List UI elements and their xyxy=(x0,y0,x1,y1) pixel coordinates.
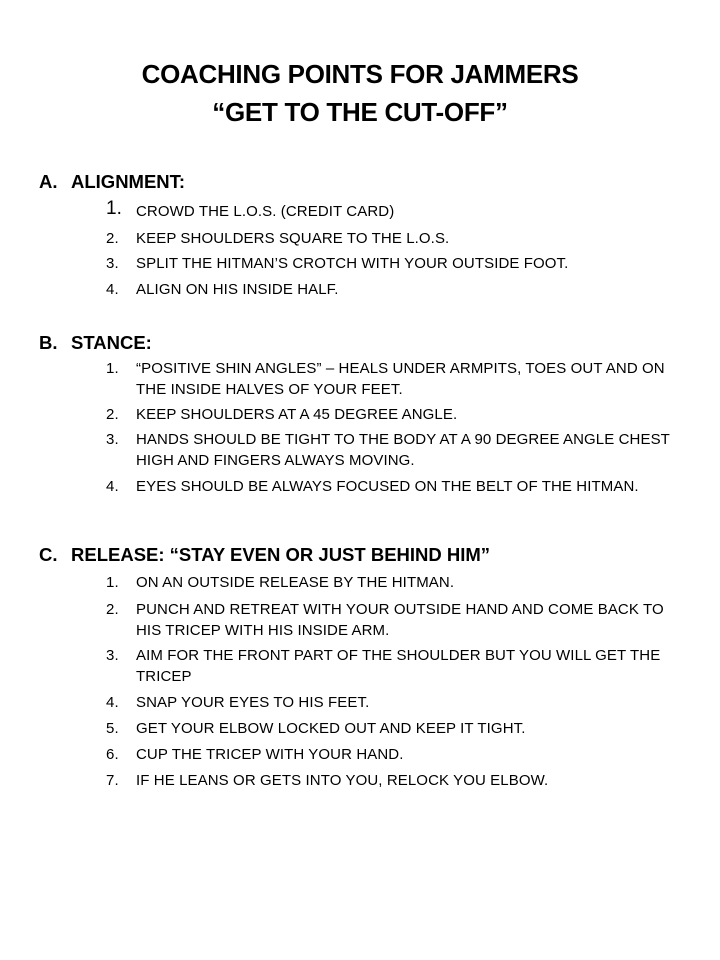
item-number: 6. xyxy=(106,746,119,763)
section-title: STANCE: xyxy=(71,332,152,353)
item-number: 2. xyxy=(106,601,119,618)
item-text: SPLIT THE HITMAN’S CROTCH WITH YOUR OUTSIDE FOOT. xyxy=(136,255,569,272)
item-number: 2. xyxy=(106,406,119,423)
list-item xyxy=(106,429,686,471)
item-text: GET YOUR ELBOW LOCKED OUT AND KEEP IT TIGHT. xyxy=(136,720,526,737)
item-number: 2. xyxy=(106,230,119,247)
item-text: CUP THE TRICEP WITH YOUR HAND. xyxy=(136,746,404,763)
item-text: SNAP YOUR EYES TO HIS FEET. xyxy=(136,694,370,711)
item-number: 3. xyxy=(106,647,119,664)
list-item xyxy=(106,718,686,739)
item-number: 4. xyxy=(106,281,119,298)
item-number: 1. xyxy=(106,198,123,219)
list-item xyxy=(106,198,686,222)
list-item xyxy=(106,279,686,300)
item-number: 3. xyxy=(106,431,119,448)
item-text: PUNCH AND RETREAT WITH YOUR OUTSIDE HAND AND COME BACK TO HIS TRICEP WITH HIS INSIDE ARM. xyxy=(136,601,664,639)
section-heading-release xyxy=(39,543,490,567)
list-item xyxy=(106,476,686,497)
item-text: ALIGN ON HIS INSIDE HALF. xyxy=(136,281,339,298)
item-text: KEEP SHOULDERS AT A 45 DEGREE ANGLE. xyxy=(136,406,458,423)
section-letter: C. xyxy=(39,544,58,565)
section-heading-stance xyxy=(39,331,152,355)
list-item xyxy=(106,228,686,249)
list-item xyxy=(106,645,686,687)
section-title: ALIGNMENT: xyxy=(71,171,186,192)
item-text: KEEP SHOULDERS SQUARE TO THE L.O.S. xyxy=(136,230,450,247)
item-text: EYES SHOULD BE ALWAYS FOCUSED ON THE BELT OF THE HITMAN. xyxy=(136,478,639,495)
list-item xyxy=(106,253,686,274)
section-letter: A. xyxy=(39,171,58,192)
list-item xyxy=(106,358,686,400)
title-line-2: “GET TO THE CUT-OFF” xyxy=(212,97,508,127)
section-letter: B. xyxy=(39,332,58,353)
item-text: ON AN OUTSIDE RELEASE BY THE HITMAN. xyxy=(136,574,455,591)
item-text: CROWD THE L.O.S. (CREDIT CARD) xyxy=(136,203,395,220)
list-item xyxy=(106,744,686,765)
item-text: HANDS SHOULD BE TIGHT TO THE BODY AT A 90 DEGREE ANGLE CHEST HIGH AND FINGERS ALWAYS MOVING. xyxy=(136,431,670,469)
item-text: AIM FOR THE FRONT PART OF THE SHOULDER BUT YOU WILL GET THE TRICEP xyxy=(136,647,661,685)
item-number: 5. xyxy=(106,720,119,737)
list-item xyxy=(106,404,686,425)
list-item xyxy=(106,599,686,641)
item-number: 7. xyxy=(106,772,119,789)
item-number: 1. xyxy=(106,574,119,591)
item-number: 4. xyxy=(106,694,119,711)
title-line-1: COACHING POINTS FOR JAMMERS xyxy=(141,59,579,89)
item-number: 4. xyxy=(106,478,119,495)
item-text: IF HE LEANS OR GETS INTO YOU, RELOCK YOU ELBOW. xyxy=(136,772,549,789)
section-title: RELEASE: “STAY EVEN OR JUST BEHIND HIM” xyxy=(71,544,491,565)
list-item xyxy=(106,572,686,593)
item-number: 1. xyxy=(106,360,119,377)
item-number: 3. xyxy=(106,255,119,272)
item-text: “POSITIVE SHIN ANGLES” – HEALS UNDER ARMPITS, TOES OUT AND ON THE INSIDE HALVES OF YOUR FEET. xyxy=(136,360,665,398)
list-item xyxy=(106,692,686,713)
section-heading-alignment xyxy=(39,170,185,194)
list-item xyxy=(106,770,686,791)
